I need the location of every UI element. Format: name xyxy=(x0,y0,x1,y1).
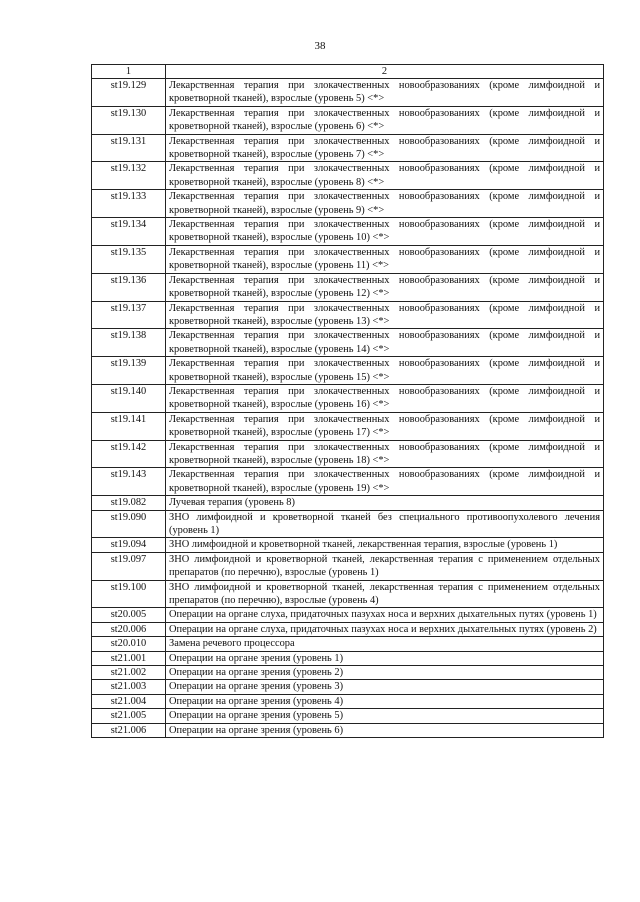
row-code: st21.005 xyxy=(92,709,166,723)
row-description: Лекарственная терапия при злокачественных новообразованиях (кроме лимфоидной и кроветворной тканей), взрослые (уровень 8) <*> xyxy=(166,162,604,190)
table-row xyxy=(92,538,604,552)
row-code: st19.139 xyxy=(92,357,166,385)
tariff-codes-table xyxy=(91,64,604,738)
row-code: st19.143 xyxy=(92,468,166,496)
row-code: st19.132 xyxy=(92,162,166,190)
row-code: st19.138 xyxy=(92,329,166,357)
row-code: st19.137 xyxy=(92,301,166,329)
row-description: Операции на органе зрения (уровень 2) xyxy=(166,666,604,680)
row-code: st20.006 xyxy=(92,622,166,636)
table-row xyxy=(92,329,604,357)
row-code: st19.130 xyxy=(92,106,166,134)
row-code: st20.010 xyxy=(92,637,166,651)
row-description: Операции на органе зрения (уровень 1) xyxy=(166,651,604,665)
table-row xyxy=(92,218,604,246)
row-code: st19.082 xyxy=(92,496,166,510)
row-description: Лекарственная терапия при злокачественных новообразованиях (кроме лимфоидной и кроветворной тканей), взрослые (уровень 11) <*> xyxy=(166,245,604,273)
table-row xyxy=(92,651,604,665)
table-row xyxy=(92,357,604,385)
row-code: st21.002 xyxy=(92,666,166,680)
row-code: st20.005 xyxy=(92,608,166,622)
row-code: st21.001 xyxy=(92,651,166,665)
table-header-row xyxy=(92,65,604,79)
row-code: st19.133 xyxy=(92,190,166,218)
table-row xyxy=(92,694,604,708)
table-row xyxy=(92,580,604,608)
row-description: Лекарственная терапия при злокачественных новообразованиях (кроме лимфоидной и кроветворной тканей), взрослые (уровень 17) <*> xyxy=(166,412,604,440)
row-code: st19.097 xyxy=(92,552,166,580)
row-description: ЗНО лимфоидной и кроветворной тканей, лекарственная терапия, взрослые (уровень 1) xyxy=(166,538,604,552)
row-code: st21.006 xyxy=(92,723,166,737)
row-description: Лекарственная терапия при злокачественных новообразованиях (кроме лимфоидной и кроветворной тканей), взрослые (уровень 19) <*> xyxy=(166,468,604,496)
table-row xyxy=(92,273,604,301)
row-code: st19.100 xyxy=(92,580,166,608)
table-row xyxy=(92,552,604,580)
row-code: st19.140 xyxy=(92,384,166,412)
row-description: ЗНО лимфоидной и кроветворной тканей без специального противоопухолевого лечения (уровень 1) xyxy=(166,510,604,538)
row-description: Лекарственная терапия при злокачественных новообразованиях (кроме лимфоидной и кроветворной тканей), взрослые (уровень 5) <*> xyxy=(166,79,604,107)
row-description: Лекарственная терапия при злокачественных новообразованиях (кроме лимфоидной и кроветворной тканей), взрослые (уровень 9) <*> xyxy=(166,190,604,218)
row-description: Операции на органе зрения (уровень 3) xyxy=(166,680,604,694)
row-description: Операции на органе зрения (уровень 5) xyxy=(166,709,604,723)
row-code: st19.134 xyxy=(92,218,166,246)
row-description: Лекарственная терапия при злокачественных новообразованиях (кроме лимфоидной и кроветворной тканей), взрослые (уровень 6) <*> xyxy=(166,106,604,134)
row-description: Лекарственная терапия при злокачественных новообразованиях (кроме лимфоидной и кроветворной тканей), взрослые (уровень 7) <*> xyxy=(166,134,604,162)
table-body xyxy=(92,79,604,738)
row-code: st19.142 xyxy=(92,440,166,468)
row-description: Операции на органе слуха, придаточных пазухах носа и верхних дыхательных путях (уровень 2) xyxy=(166,622,604,636)
table-row xyxy=(92,106,604,134)
table-row xyxy=(92,384,604,412)
table-row xyxy=(92,709,604,723)
row-description: Замена речевого процессора xyxy=(166,637,604,651)
row-description: Операции на органе зрения (уровень 4) xyxy=(166,694,604,708)
table-row xyxy=(92,440,604,468)
table-row xyxy=(92,301,604,329)
table-row xyxy=(92,412,604,440)
table-row xyxy=(92,723,604,737)
table-row xyxy=(92,79,604,107)
page-number: 38 xyxy=(314,40,326,52)
row-code: st19.136 xyxy=(92,273,166,301)
row-description: Лекарственная терапия при злокачественных новообразованиях (кроме лимфоидной и кроветворной тканей), взрослые (уровень 13) <*> xyxy=(166,301,604,329)
row-description: Лекарственная терапия при злокачественных новообразованиях (кроме лимфоидной и кроветворной тканей), взрослые (уровень 14) <*> xyxy=(166,329,604,357)
table-row xyxy=(92,245,604,273)
row-description: Лекарственная терапия при злокачественных новообразованиях (кроме лимфоидной и кроветворной тканей), взрослые (уровень 12) <*> xyxy=(166,273,604,301)
row-code: st19.129 xyxy=(92,79,166,107)
row-code: st19.090 xyxy=(92,510,166,538)
table-row xyxy=(92,468,604,496)
table-row xyxy=(92,190,604,218)
row-description: Лекарственная терапия при злокачественных новообразованиях (кроме лимфоидной и кроветворной тканей), взрослые (уровень 15) <*> xyxy=(166,357,604,385)
row-description: Лучевая терапия (уровень 8) xyxy=(166,496,604,510)
row-description: Операции на органе слуха, придаточных пазухах носа и верхних дыхательных путях (уровень 1) xyxy=(166,608,604,622)
row-description: ЗНО лимфоидной и кроветворной тканей, лекарственная терапия с применением отдельных препаратов (по перечню), взрослые (уровень 4) xyxy=(166,580,604,608)
table-row xyxy=(92,608,604,622)
table-row xyxy=(92,680,604,694)
row-description: Операции на органе зрения (уровень 6) xyxy=(166,723,604,737)
row-code: st19.135 xyxy=(92,245,166,273)
row-code: st19.131 xyxy=(92,134,166,162)
row-description: Лекарственная терапия при злокачественных новообразованиях (кроме лимфоидной и кроветворной тканей), взрослые (уровень 10) <*> xyxy=(166,218,604,246)
table-row xyxy=(92,622,604,636)
column-header-1: 1 xyxy=(92,65,166,79)
table-row xyxy=(92,666,604,680)
row-code: st21.003 xyxy=(92,680,166,694)
table-row xyxy=(92,134,604,162)
row-description: Лекарственная терапия при злокачественных новообразованиях (кроме лимфоидной и кроветворной тканей), взрослые (уровень 18) <*> xyxy=(166,440,604,468)
row-description: Лекарственная терапия при злокачественных новообразованиях (кроме лимфоидной и кроветворной тканей), взрослые (уровень 16) <*> xyxy=(166,384,604,412)
row-description: ЗНО лимфоидной и кроветворной тканей, лекарственная терапия с применением отдельных препаратов (по перечню), взрослые (уровень 1) xyxy=(166,552,604,580)
column-header-2: 2 xyxy=(166,65,604,79)
table-row xyxy=(92,162,604,190)
row-code: st19.094 xyxy=(92,538,166,552)
table-row xyxy=(92,496,604,510)
table-row xyxy=(92,637,604,651)
table-row xyxy=(92,510,604,538)
row-code: st19.141 xyxy=(92,412,166,440)
row-code: st21.004 xyxy=(92,694,166,708)
